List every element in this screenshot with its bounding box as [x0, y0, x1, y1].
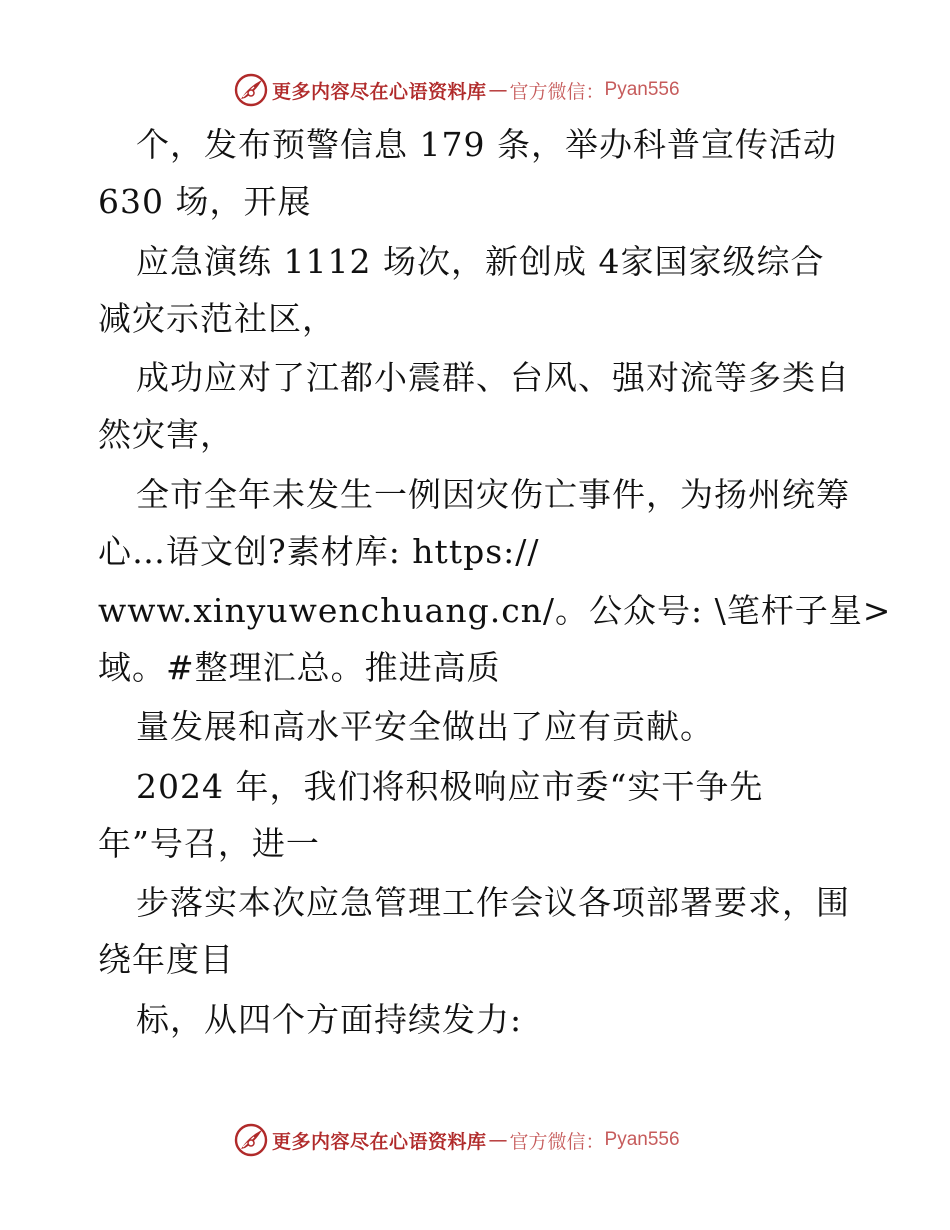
text-line: 应急演练 1112 场次，新创成 4家国家级综合 — [136, 242, 825, 281]
feather-logo-icon — [234, 73, 268, 107]
footer-banner — [234, 1122, 680, 1158]
text-line: 个，发布预警信息 179 条，举办科普宣传活动 — [136, 125, 837, 164]
text-line: 2024 年，我们将积极响应市委“实干争先 — [136, 767, 764, 806]
header-banner-dash: — — [488, 79, 508, 101]
text-line: 全市全年未发生一例因灾伤亡事件，为扬州统筹 — [136, 475, 850, 514]
text-line: www.xinyuwenchuang.cn/。公众号: \笔杆子星> — [98, 591, 892, 630]
text-line: 量发展和高水平安全做出了应有贡献。 — [136, 707, 714, 746]
text-line: 步落实本次应急管理工作会议各项部署要求，围 — [136, 883, 850, 922]
text-line: 标，从四个方面持续发力: — [136, 1000, 523, 1039]
header-banner-main: 更多内容尽在心语资料库 — [272, 80, 487, 103]
text-line: 年”号召，进一 — [98, 824, 320, 863]
header-banner-sub: 官方微信： — [509, 80, 605, 103]
text-line: 绕年度目 — [98, 940, 234, 979]
text-line: 心…语文创?素材库: https:// — [98, 532, 540, 571]
header-banner — [234, 72, 680, 108]
text-line: 成功应对了江都小震群、台风、强对流等多类自 — [136, 358, 850, 397]
text-line: 然灾害， — [98, 415, 234, 454]
text-line: 减灾示范社区， — [98, 299, 336, 338]
footer-banner-dash: — — [488, 1129, 508, 1151]
feather-logo-icon — [234, 1123, 268, 1157]
text-line: 630 场，开展 — [98, 182, 312, 221]
footer-banner-id: Pyan556 — [604, 1129, 680, 1150]
text-line: 域。#整理汇总。推进高质 — [98, 648, 501, 687]
header-banner-id: Pyan556 — [604, 79, 680, 100]
footer-banner-sub: 官方微信： — [509, 1130, 605, 1153]
footer-banner-main: 更多内容尽在心语资料库 — [272, 1130, 487, 1153]
